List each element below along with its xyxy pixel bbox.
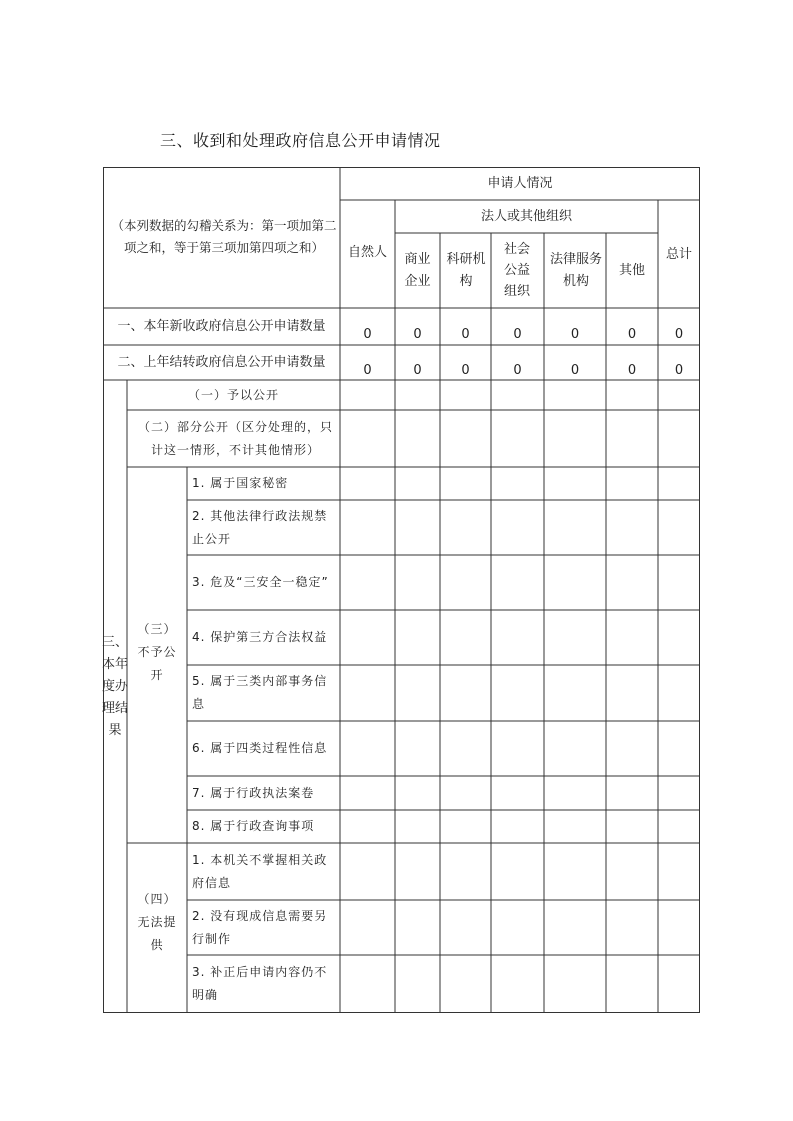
results-partial: （二）部分公开（区分处理的，只计这一情形，不计其他情形） <box>137 419 333 457</box>
header-research: 科研机构 <box>446 251 486 289</box>
deny-item-4: 4. 保护第三方合法权益 <box>192 630 328 644</box>
new-requests-research: 0 <box>461 326 470 342</box>
deny-item-8: 8. 属于行政查询事项 <box>192 819 315 833</box>
header-legal-org: 法人或其他组织 <box>480 209 572 224</box>
applications-table <box>103 167 700 1013</box>
new-requests-commercial: 0 <box>413 326 422 342</box>
header-commercial: 商业企业 <box>404 251 431 289</box>
unable-item-3: 3. 补正后申请内容仍不明确 <box>192 965 328 1002</box>
new-requests-social: 0 <box>513 326 522 342</box>
page-heading: 三、收到和处理政府信息公开申请情况 <box>160 131 441 150</box>
results-section-label: 三、本年度办理结果 <box>102 635 129 738</box>
header-natural-person: 自然人 <box>347 244 387 260</box>
header-total: 总计 <box>665 246 692 262</box>
carryover-total: 0 <box>674 362 684 378</box>
header-other: 其他 <box>618 263 645 278</box>
unable-item-2: 2. 没有现成信息需要另行制作 <box>192 908 328 946</box>
carryover-social: 0 <box>513 362 522 378</box>
deny-item-5: 5. 属于三类内部事务信息 <box>192 674 328 711</box>
carryover-other: 0 <box>627 362 637 378</box>
new-requests-other: 0 <box>627 326 637 342</box>
results-deny-label: （三）不予公开 <box>137 621 177 682</box>
header-applicant-info: 申请人情况 <box>487 176 553 191</box>
new-requests-natural: 0 <box>363 326 372 342</box>
carryover-commercial: 0 <box>413 362 422 378</box>
unable-item-1: 1. 本机关不掌握相关政府信息 <box>192 852 328 890</box>
header-note: （本列数据的勾稽关系为：第一项加第二项之和，等于第三项加第四项之和） <box>111 218 337 255</box>
deny-item-7: 7. 属于行政执法案卷 <box>192 785 315 800</box>
row-carryover-label: 二、上年结转政府信息公开申请数量 <box>117 355 326 370</box>
deny-item-1: 1. 属于国家秘密 <box>192 476 289 490</box>
deny-item-3: 3. 危及“三安全一稳定” <box>192 575 329 589</box>
results-grant: （一）予以公开 <box>187 387 279 402</box>
header-social: 社会公益组织 <box>503 242 530 299</box>
row-new-requests-label: 一、本年新收政府信息公开申请数量 <box>117 319 326 334</box>
deny-item-6: 6. 属于四类过程性信息 <box>192 741 328 755</box>
new-requests-total: 0 <box>674 326 684 342</box>
new-requests-legal-service: 0 <box>570 326 580 342</box>
carryover-research: 0 <box>461 362 470 378</box>
carryover-legal-service: 0 <box>570 362 580 378</box>
deny-item-2: 2. 其他法律行政法规禁止公开 <box>192 508 328 546</box>
carryover-natural: 0 <box>363 362 372 378</box>
results-unable-label: （四）无法提供 <box>137 891 177 952</box>
header-legal-service: 法律服务机构 <box>550 251 603 289</box>
